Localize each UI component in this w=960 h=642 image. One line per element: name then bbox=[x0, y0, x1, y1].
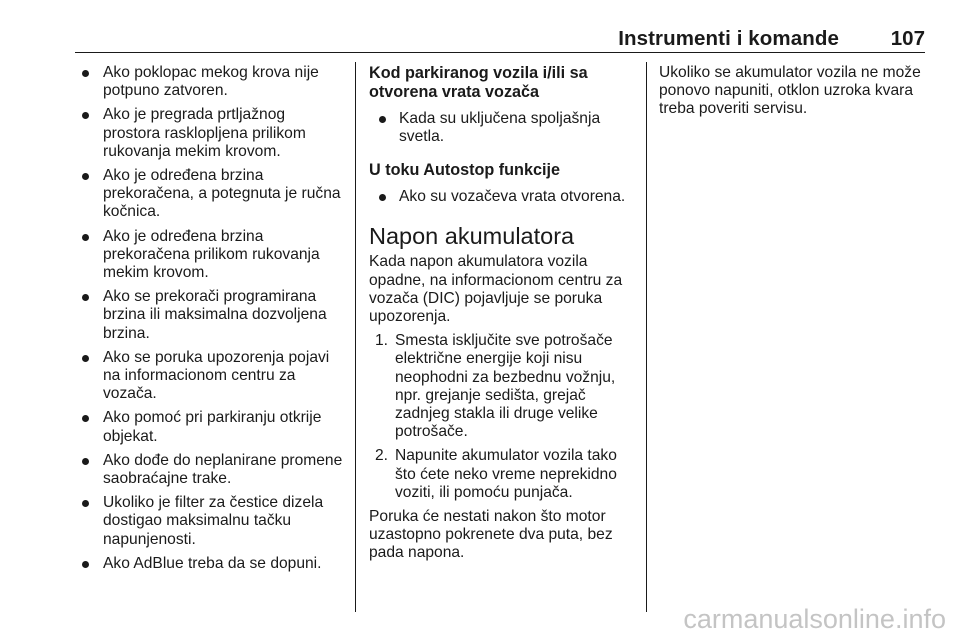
step-text: Napunite akumulator vozila tako što ćete neko vreme neprekidno voziti, ili pomoću punjača. bbox=[395, 447, 617, 501]
battery-service-paragraph: Ukoliko se akumulator vozila ne može ponovo napuniti, otklon uzroka kvara treba poveriti servisu. bbox=[659, 64, 921, 118]
list-item bbox=[369, 447, 635, 502]
list-item: Ako se prekorači programirana brzina ili maksimalna dozvoljena brzina. bbox=[79, 288, 345, 343]
list-item: Ako su vozačeva vrata otvorena. bbox=[369, 188, 635, 206]
warning-conditions-list bbox=[79, 64, 345, 573]
battery-outro-paragraph: Poruka će nestati nakon što motor uzastopno pokrenete dva puta, bez pada napona. bbox=[369, 508, 613, 562]
page-number: 107 bbox=[890, 27, 925, 50]
battery-intro-paragraph: Kada napon akumulatora vozila opadne, na informacionom centru za vozača (DIC) pojavljuje se poruka upozorenja. bbox=[369, 253, 623, 325]
list-item: Ako je pregrada prtljažnog prostora rasklopljena prilikom rukovanja mekim krovom. bbox=[79, 106, 345, 161]
section-title-battery-voltage: Napon akumulatora bbox=[369, 223, 575, 250]
list-item: Ako poklopac mekog krova nije potpuno zatvoren. bbox=[79, 64, 345, 100]
watermark: carmanualsonline.info bbox=[683, 604, 946, 634]
list-item: Ako je određena brzina prekoračena, a potegnuta je ručna kočnica. bbox=[79, 167, 345, 222]
list-item bbox=[369, 332, 635, 441]
list-item: Ako AdBlue treba da se dopuni. bbox=[79, 555, 345, 573]
list-item: Ako dođe do neplanirane promene saobraćajne trake. bbox=[79, 452, 345, 488]
battery-steps-list bbox=[369, 332, 635, 502]
list-item: Ukoliko je filter za čestice dizela dostigao maksimalnu tačku napunjenosti. bbox=[79, 494, 345, 549]
list-item: Ako se poruka upozorenja pojavi na informacionom centru za vozača. bbox=[79, 349, 345, 404]
column-divider-1 bbox=[355, 62, 356, 612]
step-number: 2. bbox=[375, 447, 389, 465]
column-middle bbox=[369, 64, 635, 569]
step-text: Smesta isključite sve potrošače električne energije koji nisu neophodni za bezbednu vožnju, npr. grejanje sedišta, grejač zadnjeg stakla ili druge velike potrošače. bbox=[395, 332, 616, 441]
page-header bbox=[75, 26, 925, 53]
column-right bbox=[659, 64, 931, 125]
column-left bbox=[79, 64, 345, 579]
header-title: Instrumenti i komande bbox=[618, 27, 839, 50]
column-divider-2 bbox=[646, 62, 647, 612]
list-item: Kada su uključena spoljašnja svetla. bbox=[369, 110, 635, 146]
parking-heading: Kod parkiranog vozila i/ili sa otvorena vrata vozača bbox=[369, 64, 588, 101]
step-number: 1. bbox=[375, 332, 389, 350]
parking-conditions-list bbox=[369, 110, 635, 146]
autostop-heading: U toku Autostop funkcije bbox=[369, 160, 560, 179]
list-item: Ako je određena brzina prekoračena prilikom rukovanja mekim krovom. bbox=[79, 228, 345, 283]
list-item: Ako pomoć pri parkiranju otkrije objekat. bbox=[79, 409, 345, 445]
autostop-conditions-list bbox=[369, 188, 635, 206]
